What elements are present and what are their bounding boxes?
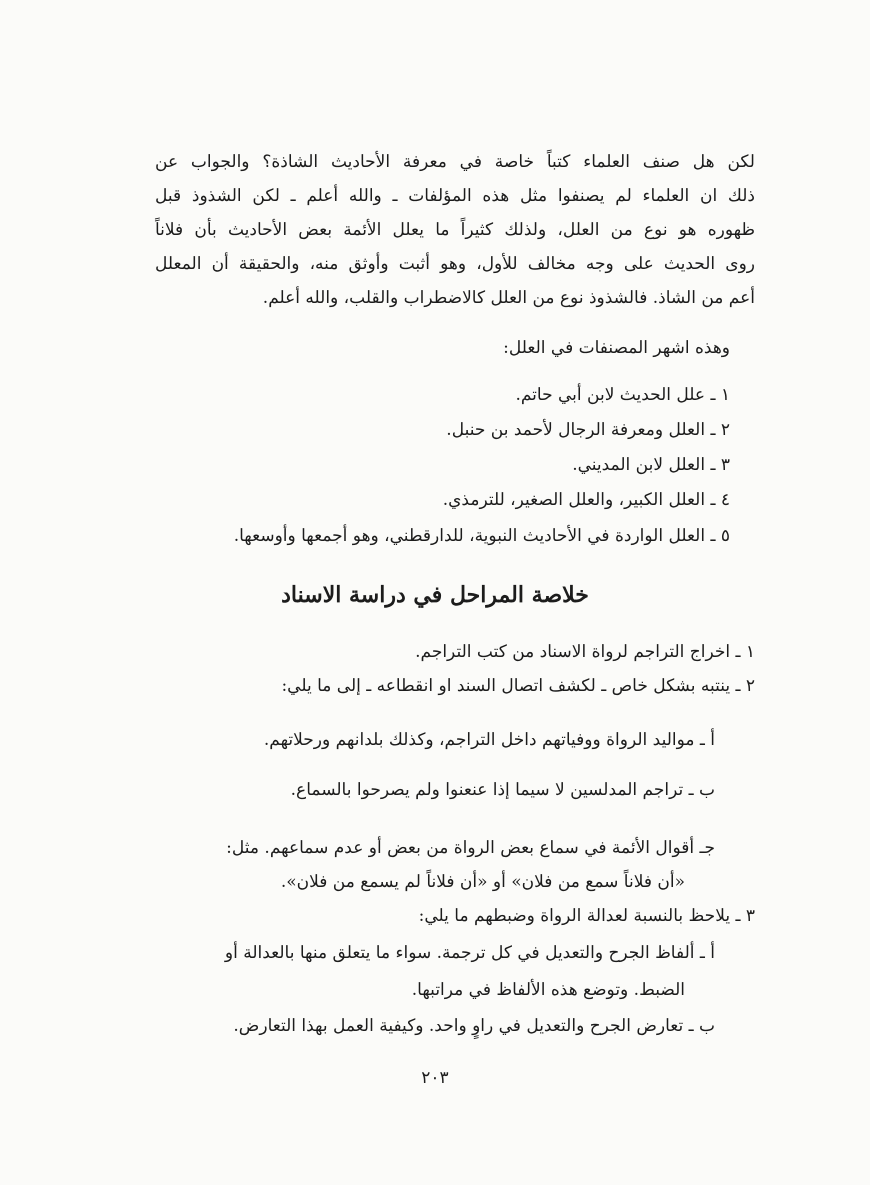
sub-item: أ ـ ألفاظ الجرح والتعديل في كل ترجمة. سواء ما يتعلق منها بالعدالة أو <box>224 943 715 963</box>
sub-item: أ ـ مواليد الرواة ووفياتهم داخل التراجم، وكذلك بلدانهم ورحلاتهم. <box>263 730 715 750</box>
step-item: ٢ ـ ينتبه بشكل خاص ـ لكشف اتصال السند او انقطاعه ـ إلى ما يلي: <box>281 676 755 696</box>
sub-item-continuation: الضبط. وتوضع هذه الألفاظ في مراتبها. <box>411 980 685 1000</box>
step-item: ٣ ـ يلاحظ بالنسبة لعدالة الرواة وضبطهم ما يلي: <box>418 906 755 926</box>
list-intro: وهذه اشهر المصنفات في العلل: <box>503 338 730 358</box>
sub-item-continuation: «أن فلاناً سمع من فلان» أو «أن فلاناً لم يسمع من فلان». <box>280 872 685 892</box>
paragraph-line: ذلك ان العلماء لم يصنفوا مثل هذه المؤلفات ـ والله أعلم ـ لكن الشذوذ قبل <box>155 186 755 206</box>
paragraph-line: ظهوره هو نوع من العلل، ولذلك كثيراً ما يعلل الأئمة بعض الأحاديث بأن فلاناً <box>155 220 755 240</box>
list-item: ٢ ـ العلل ومعرفة الرجال لأحمد بن حنبل. <box>446 420 730 440</box>
list-item: ٥ ـ العلل الواردة في الأحاديث النبوية، للدارقطني، وهو أجمعها وأوسعها. <box>233 526 730 546</box>
section-heading: خلاصة المراحل في دراسة الاسناد <box>281 582 589 608</box>
sub-item: جـ أقوال الأئمة في سماع بعض الرواة من بعض أو عدم سماعهم. مثل: <box>226 838 715 858</box>
step-item: ١ ـ اخراج التراجم لرواة الاسناد من كتب التراجم. <box>415 642 755 662</box>
page-number: ٢٠٣ <box>421 1068 449 1088</box>
sub-item: ب ـ تراجم المدلسين لا سيما إذا عنعنوا ولم يصرحوا بالسماع. <box>290 780 715 800</box>
list-item: ١ ـ علل الحديث لابن أبي حاتم. <box>515 385 730 405</box>
paragraph-line: أعم من الشاذ. فالشذوذ نوع من العلل كالاضطراب والقلب، والله أعلم. <box>262 288 755 308</box>
sub-item: ب ـ تعارض الجرح والتعديل في راوٍ واحد. وكيفية العمل بهذا التعارض. <box>233 1016 715 1036</box>
list-item: ٤ ـ العلل الكبير، والعلل الصغير، للترمذي. <box>442 490 730 510</box>
list-item: ٣ ـ العلل لابن المديني. <box>572 455 730 475</box>
paragraph-line: روى الحديث على وجه مخالف للأول، وهو أثبت وأوثق منه، والحقيقة أن المعلل <box>155 254 755 274</box>
paragraph-line: لكن هل صنف العلماء كتباً خاصة في معرفة الأحاديث الشاذة؟ والجواب عن <box>155 152 755 172</box>
